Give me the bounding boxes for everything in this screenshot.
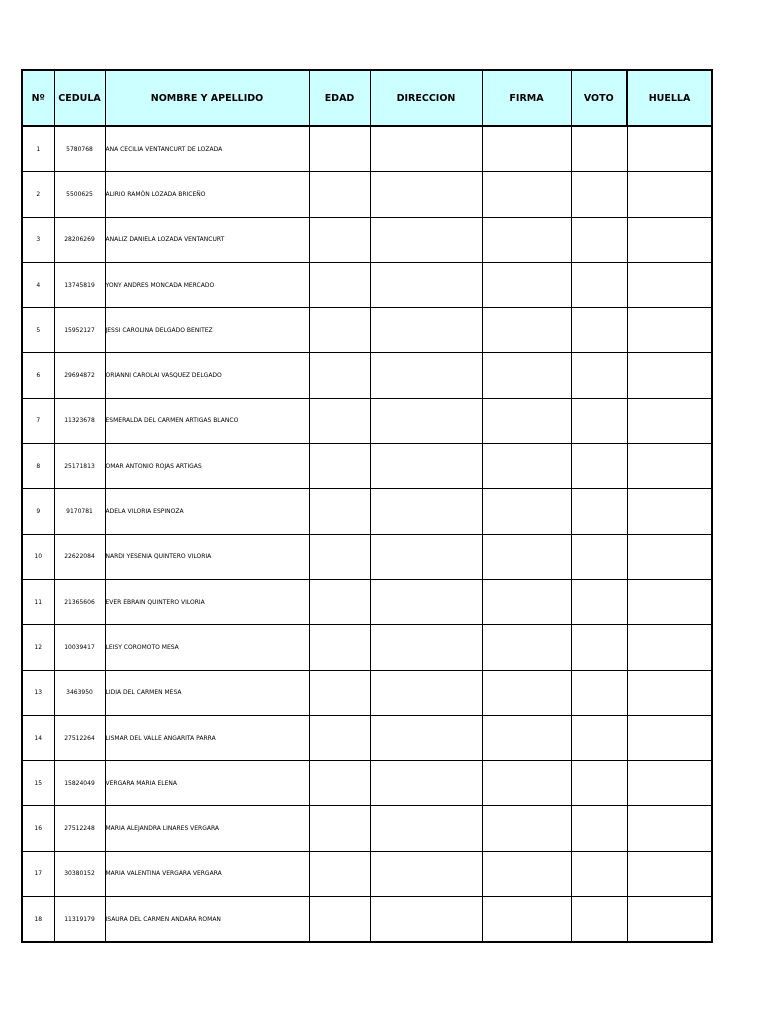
row-huella-cell — [627, 625, 712, 670]
row-edad-cell — [309, 761, 370, 806]
row-number: 2 — [22, 172, 54, 217]
row-direccion-cell — [370, 353, 482, 398]
row-cedula: 11323678 — [54, 398, 105, 443]
row-number: 14 — [22, 715, 54, 760]
table-row — [22, 715, 712, 760]
header-voto: VOTO — [571, 70, 627, 126]
row-edad-cell — [309, 897, 370, 943]
table-row — [22, 262, 712, 307]
row-voto-cell — [571, 353, 627, 398]
row-cedula: 27512248 — [54, 806, 105, 851]
row-firma-cell — [482, 489, 571, 534]
row-direccion-cell — [370, 715, 482, 760]
row-number: 3 — [22, 217, 54, 262]
row-direccion-cell — [370, 761, 482, 806]
header-firma: FIRMA — [482, 70, 571, 126]
row-direccion-cell — [370, 217, 482, 262]
row-cedula: 10039417 — [54, 625, 105, 670]
row-number: 5 — [22, 308, 54, 353]
table-row — [22, 579, 712, 624]
row-firma-cell — [482, 262, 571, 307]
row-cedula: 13745819 — [54, 262, 105, 307]
row-number: 4 — [22, 262, 54, 307]
row-voto-cell — [571, 489, 627, 534]
row-nombre: JESSI CAROLINA DELGADO BENITEZ — [105, 308, 309, 353]
row-direccion-cell — [370, 444, 482, 489]
table-row — [22, 897, 712, 943]
row-cedula: 22622084 — [54, 534, 105, 579]
row-firma-cell — [482, 398, 571, 443]
row-firma-cell — [482, 172, 571, 217]
header-row — [22, 70, 712, 126]
row-edad-cell — [309, 806, 370, 851]
row-huella-cell — [627, 534, 712, 579]
row-nombre: ESMERALDA DEL CARMEN ARTIGAS BLANCO — [105, 398, 309, 443]
row-firma-cell — [482, 670, 571, 715]
row-cedula: 27512264 — [54, 715, 105, 760]
row-number: 9 — [22, 489, 54, 534]
row-voto-cell — [571, 217, 627, 262]
row-voto-cell — [571, 308, 627, 353]
row-number: 16 — [22, 806, 54, 851]
row-huella-cell — [627, 715, 712, 760]
table-row — [22, 851, 712, 896]
row-cedula: 3463950 — [54, 670, 105, 715]
row-number: 18 — [22, 897, 54, 943]
row-firma-cell — [482, 534, 571, 579]
row-firma-cell — [482, 897, 571, 943]
header-edad: EDAD — [309, 70, 370, 126]
row-huella-cell — [627, 217, 712, 262]
row-direccion-cell — [370, 806, 482, 851]
row-cedula: 15952127 — [54, 308, 105, 353]
row-voto-cell — [571, 761, 627, 806]
row-huella-cell — [627, 579, 712, 624]
row-voto-cell — [571, 715, 627, 760]
table-row — [22, 670, 712, 715]
row-nombre: ISAURA DEL CARMEN ANDARA ROMAN — [105, 897, 309, 943]
row-direccion-cell — [370, 851, 482, 896]
row-nombre: MARIA ALEJANDRA LINARES VERGARA — [105, 806, 309, 851]
row-nombre: MARIA VALENTINA VERGARA VERGARA — [105, 851, 309, 896]
row-number: 13 — [22, 670, 54, 715]
row-direccion-cell — [370, 262, 482, 307]
table-row — [22, 353, 712, 398]
row-nombre: LEISY COROMOTO MESA — [105, 625, 309, 670]
row-voto-cell — [571, 579, 627, 624]
voter-roster-table — [21, 69, 713, 943]
row-firma-cell — [482, 308, 571, 353]
row-cedula: 11319179 — [54, 897, 105, 943]
row-voto-cell — [571, 172, 627, 217]
row-direccion-cell — [370, 625, 482, 670]
header-direccion: DIRECCION — [370, 70, 482, 126]
row-nombre: LISMAR DEL VALLE ANGARITA PARRA — [105, 715, 309, 760]
row-huella-cell — [627, 126, 712, 172]
table-row — [22, 489, 712, 534]
row-voto-cell — [571, 625, 627, 670]
row-direccion-cell — [370, 489, 482, 534]
table-row — [22, 806, 712, 851]
row-edad-cell — [309, 489, 370, 534]
row-number: 10 — [22, 534, 54, 579]
header-nombre: NOMBRE Y APELLIDO — [105, 70, 309, 126]
row-firma-cell — [482, 444, 571, 489]
row-edad-cell — [309, 534, 370, 579]
row-cedula: 15824049 — [54, 761, 105, 806]
row-voto-cell — [571, 851, 627, 896]
row-edad-cell — [309, 625, 370, 670]
row-nombre: ORIANNI CAROLAI VASQUEZ DELGADO — [105, 353, 309, 398]
row-edad-cell — [309, 126, 370, 172]
row-huella-cell — [627, 670, 712, 715]
row-voto-cell — [571, 444, 627, 489]
row-huella-cell — [627, 444, 712, 489]
row-voto-cell — [571, 126, 627, 172]
row-cedula: 29694872 — [54, 353, 105, 398]
roster-sheet — [21, 69, 713, 943]
row-number: 1 — [22, 126, 54, 172]
row-direccion-cell — [370, 398, 482, 443]
row-edad-cell — [309, 715, 370, 760]
row-nombre: YONY ANDRES MONCADA MERCADO — [105, 262, 309, 307]
header-num: Nº — [22, 70, 54, 126]
row-firma-cell — [482, 217, 571, 262]
header-cedula: CEDULA — [54, 70, 105, 126]
row-nombre: OMAR ANTONIO ROJAS ARTIGAS — [105, 444, 309, 489]
header-huella: HUELLA — [627, 70, 712, 126]
row-cedula: 21365606 — [54, 579, 105, 624]
row-voto-cell — [571, 534, 627, 579]
row-voto-cell — [571, 398, 627, 443]
row-edad-cell — [309, 308, 370, 353]
row-number: 12 — [22, 625, 54, 670]
row-nombre: EVER EBRAIN QUINTERO VILORIA — [105, 579, 309, 624]
row-voto-cell — [571, 897, 627, 943]
row-number: 11 — [22, 579, 54, 624]
table-header — [22, 70, 712, 126]
row-voto-cell — [571, 670, 627, 715]
row-nombre: ANALIZ DANIELA LOZADA VENTANCURT — [105, 217, 309, 262]
row-direccion-cell — [370, 670, 482, 715]
table-row — [22, 398, 712, 443]
row-huella-cell — [627, 806, 712, 851]
row-cedula: 5500625 — [54, 172, 105, 217]
row-huella-cell — [627, 262, 712, 307]
row-firma-cell — [482, 761, 571, 806]
row-huella-cell — [627, 489, 712, 534]
row-huella-cell — [627, 353, 712, 398]
row-cedula: 28206269 — [54, 217, 105, 262]
row-firma-cell — [482, 625, 571, 670]
row-number: 6 — [22, 353, 54, 398]
row-firma-cell — [482, 353, 571, 398]
row-firma-cell — [482, 126, 571, 172]
row-cedula: 30380152 — [54, 851, 105, 896]
row-nombre: NARDI YESENIA QUINTERO VILORIA — [105, 534, 309, 579]
row-edad-cell — [309, 262, 370, 307]
row-nombre: VERGARA MARIA ELENA — [105, 761, 309, 806]
row-edad-cell — [309, 444, 370, 489]
table-row — [22, 444, 712, 489]
row-number: 7 — [22, 398, 54, 443]
row-edad-cell — [309, 172, 370, 217]
table-row — [22, 761, 712, 806]
row-cedula: 5780768 — [54, 126, 105, 172]
row-edad-cell — [309, 670, 370, 715]
table-row — [22, 625, 712, 670]
row-huella-cell — [627, 761, 712, 806]
row-direccion-cell — [370, 897, 482, 943]
row-direccion-cell — [370, 534, 482, 579]
row-number: 15 — [22, 761, 54, 806]
row-cedula: 25171813 — [54, 444, 105, 489]
row-voto-cell — [571, 806, 627, 851]
table-row — [22, 534, 712, 579]
row-huella-cell — [627, 851, 712, 896]
row-edad-cell — [309, 579, 370, 624]
row-firma-cell — [482, 851, 571, 896]
row-huella-cell — [627, 398, 712, 443]
row-nombre: ANA CECILIA VENTANCURT DE LOZADA — [105, 126, 309, 172]
row-huella-cell — [627, 308, 712, 353]
row-number: 8 — [22, 444, 54, 489]
row-firma-cell — [482, 579, 571, 624]
table-row — [22, 217, 712, 262]
row-number: 17 — [22, 851, 54, 896]
row-nombre: LIDIA DEL CARMEN MESA — [105, 670, 309, 715]
row-edad-cell — [309, 851, 370, 896]
table-body — [22, 126, 712, 942]
row-huella-cell — [627, 172, 712, 217]
row-direccion-cell — [370, 579, 482, 624]
row-edad-cell — [309, 353, 370, 398]
table-row — [22, 172, 712, 217]
row-huella-cell — [627, 897, 712, 943]
row-firma-cell — [482, 806, 571, 851]
table-row — [22, 308, 712, 353]
row-firma-cell — [482, 715, 571, 760]
table-row — [22, 126, 712, 172]
row-edad-cell — [309, 217, 370, 262]
row-direccion-cell — [370, 172, 482, 217]
row-direccion-cell — [370, 308, 482, 353]
row-nombre: ALIRIO RAMÓN LOZADA BRICEÑO — [105, 172, 309, 217]
row-edad-cell — [309, 398, 370, 443]
row-direccion-cell — [370, 126, 482, 172]
row-nombre: ADELA VILORIA ESPINOZA — [105, 489, 309, 534]
row-cedula: 9170781 — [54, 489, 105, 534]
row-voto-cell — [571, 262, 627, 307]
